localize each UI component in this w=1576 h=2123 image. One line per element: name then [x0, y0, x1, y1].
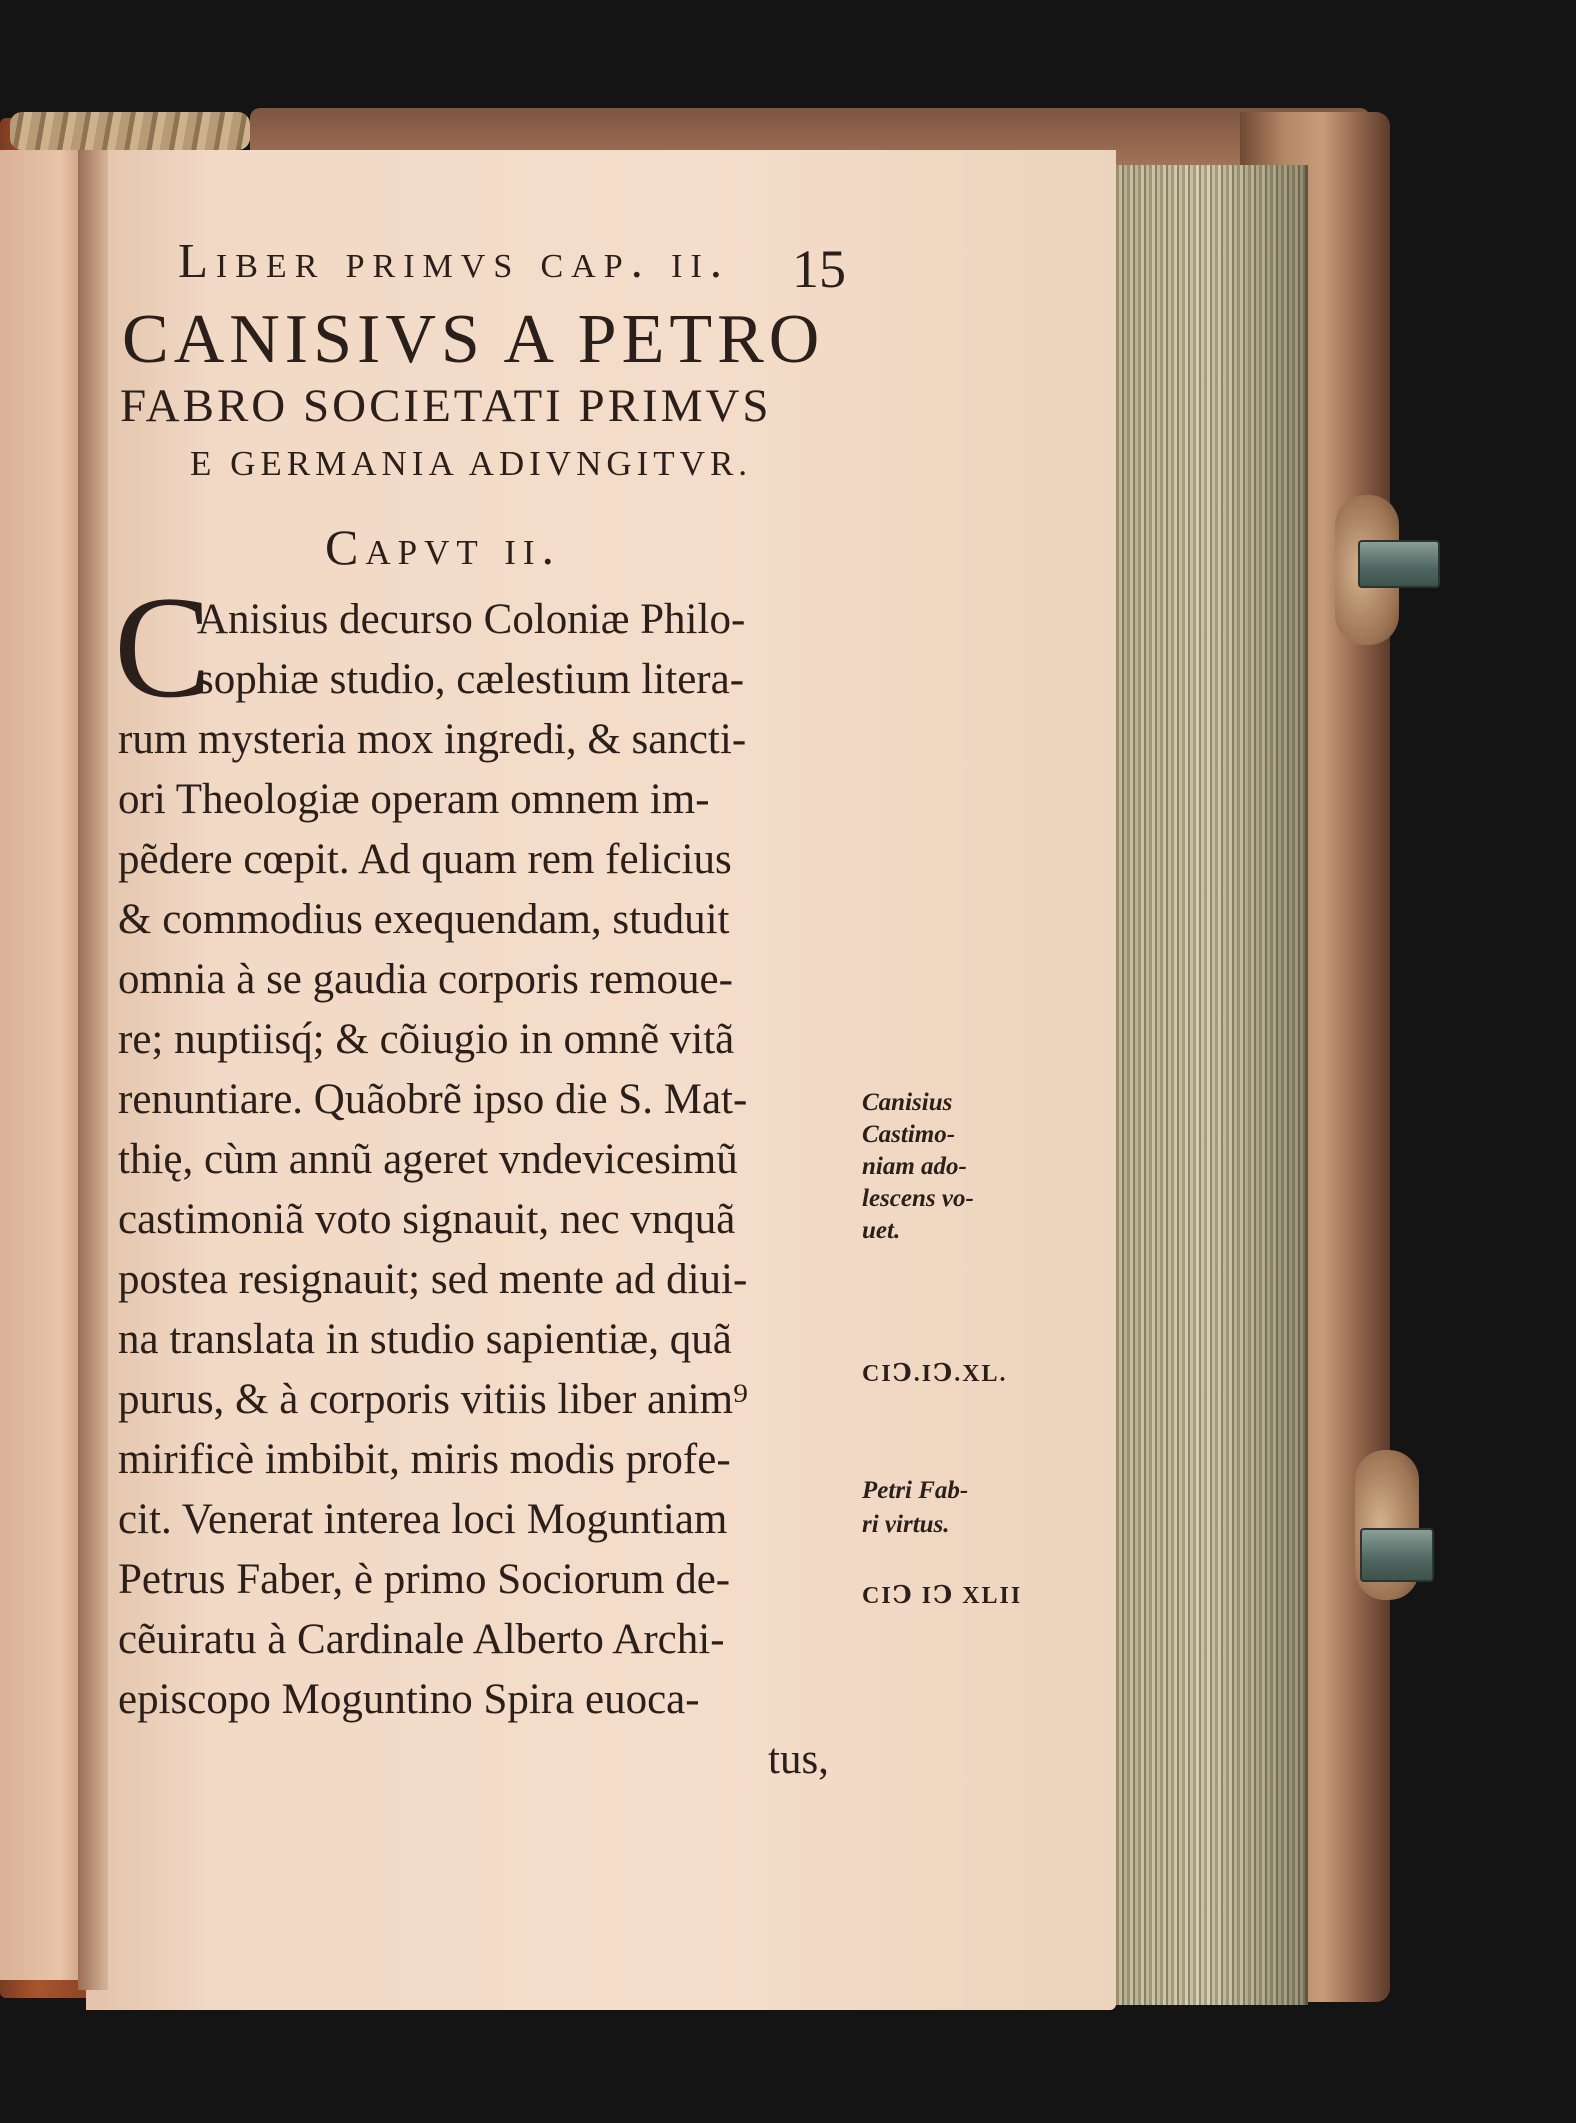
- chapter-title-line-2: FABRO SOCIETATI PRIMVS: [120, 380, 772, 432]
- margin-note: Canisius: [862, 1089, 953, 1116]
- page-gutter: [78, 150, 108, 1990]
- upper-clasp-icon: [1358, 540, 1440, 588]
- body-line: re; nuptiisq́; & cõiugio in omnẽ vitã: [118, 1016, 735, 1063]
- page-stack-shading: [1105, 165, 1305, 2005]
- body-line: & commodius exequendam, studuit: [118, 896, 730, 943]
- margin-note: ri virtus.: [862, 1511, 950, 1538]
- chapter-heading: Capvt ii.: [325, 519, 562, 575]
- body-line: ori Theologiæ operam omnem im-: [118, 776, 710, 823]
- body-line: rum mysteria mox ingredi, & sancti-: [118, 716, 747, 763]
- margin-date: CIↃ.IↃ.XL.: [862, 1361, 1008, 1387]
- catchword: tus,: [768, 1736, 829, 1783]
- body-line: cẽuiratu à Cardinale Alberto Archi-: [118, 1616, 725, 1663]
- body-line: sophiæ studio, cælestium litera-: [197, 656, 745, 703]
- margin-note: lescens vo-: [862, 1185, 974, 1212]
- body-line: postea resignauit; sed mente ad diui-: [118, 1256, 748, 1303]
- left-page-edge: [0, 150, 86, 1980]
- margin-note: Petri Fab-: [862, 1477, 969, 1504]
- drop-cap: C: [114, 566, 212, 728]
- body-line: pẽdere cœpit. Ad quam rem felicius: [118, 836, 732, 883]
- body-line: purus, & à corporis vitiis liber anim⁹: [118, 1376, 749, 1423]
- body-line: Petrus Faber, è primo Sociorum de-: [118, 1556, 731, 1603]
- body-line: Anisius decurso Coloniæ Philo-: [197, 596, 746, 643]
- margin-note: Castimo-: [862, 1121, 956, 1148]
- chapter-title-line-3: E GERMANIA ADIVNGITVR.: [190, 444, 753, 483]
- body-line: mirificè imbibit, miris modis profe-: [118, 1436, 731, 1483]
- body-line: thię, cùm annũ ageret vndevicesimũ: [118, 1136, 738, 1183]
- body-line: cit. Venerat interea loci Moguntiam: [118, 1496, 728, 1543]
- body-line: omnia à se gaudia corporis remoue-: [118, 956, 733, 1003]
- margin-note: uet.: [862, 1217, 901, 1244]
- body-line: renuntiare. Quãobrẽ ipso die S. Mat-: [118, 1076, 748, 1123]
- running-head: Liber primvs cap. ii.: [178, 233, 731, 288]
- body-line: na translata in studio sapientiæ, quã: [118, 1316, 732, 1363]
- page-number: 15: [792, 239, 846, 299]
- lower-clasp-icon: [1360, 1528, 1434, 1582]
- spine-cord: [10, 112, 250, 150]
- margin-note: niam ado-: [862, 1153, 967, 1180]
- chapter-title-line-1: CANISIVS A PETRO: [122, 301, 825, 378]
- margin-date: CIↃ IↃ XLII: [862, 1583, 1023, 1609]
- body-line: episcopo Moguntino Spira euoca-: [118, 1676, 700, 1723]
- body-line: castimoniã voto signauit, nec vnquã: [118, 1196, 736, 1243]
